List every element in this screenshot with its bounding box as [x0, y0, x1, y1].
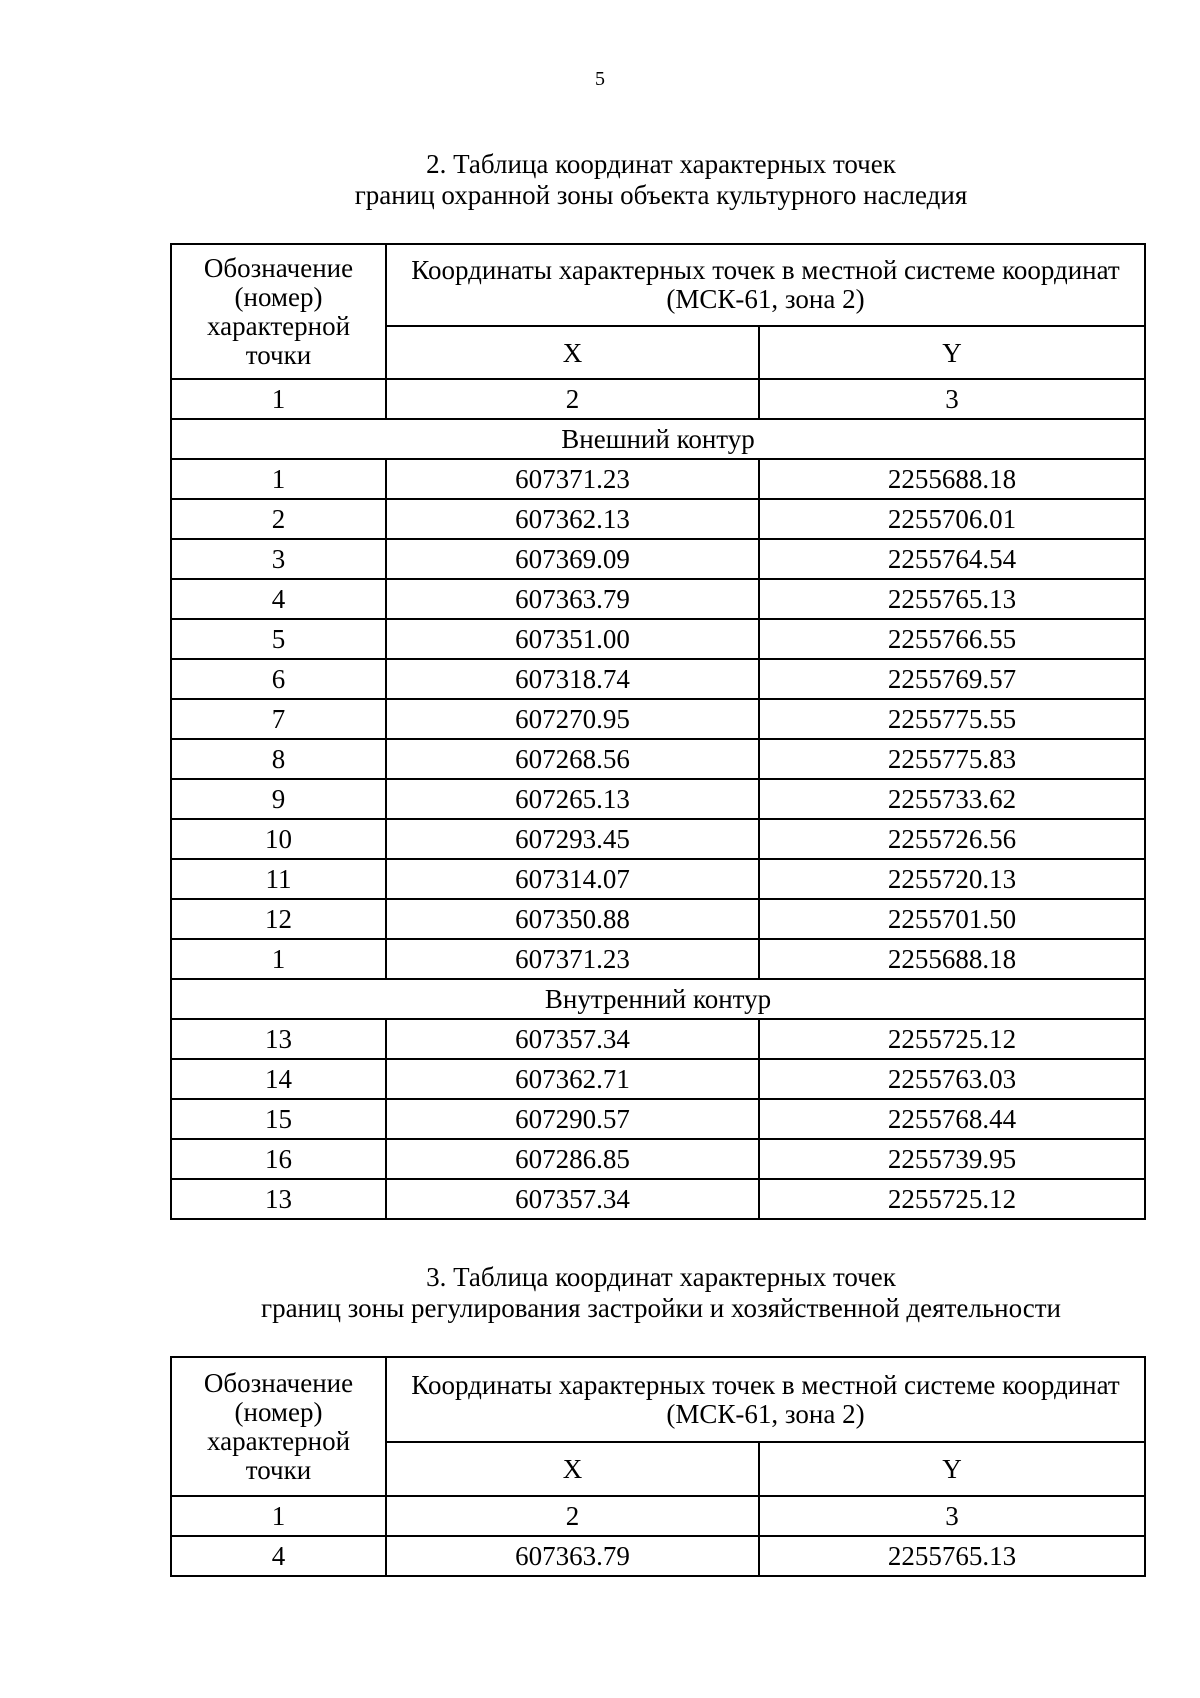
point-number-cell: 16	[171, 1139, 386, 1179]
point-number-cell: 2	[171, 499, 386, 539]
point-number-cell: 10	[171, 819, 386, 859]
column-number-3: 3	[759, 1496, 1145, 1536]
inner-contour-label: Внутренний контур	[171, 979, 1145, 1019]
y-coordinate-cell: 2255733.62	[759, 779, 1145, 819]
table-row	[171, 819, 1145, 859]
y-coordinate-cell: 2255706.01	[759, 499, 1145, 539]
y-coordinate-cell: 2255720.13	[759, 859, 1145, 899]
x-coordinate-cell: 607371.23	[386, 939, 759, 979]
y-coordinate-cell: 2255768.44	[759, 1099, 1145, 1139]
y-coordinate-cell: 2255775.55	[759, 699, 1145, 739]
point-number-cell: 13	[171, 1019, 386, 1059]
y-coordinate-cell: 2255725.12	[759, 1179, 1145, 1219]
y-coordinate-cell: 2255764.54	[759, 539, 1145, 579]
x-coordinate-cell: 607369.09	[386, 539, 759, 579]
header-designation: Обозначение (номер) характерной точки	[171, 244, 386, 379]
table-row	[171, 939, 1145, 979]
x-coordinate-cell: 607357.34	[386, 1179, 759, 1219]
table-row	[171, 1059, 1145, 1099]
column-number-1: 1	[171, 379, 386, 419]
point-number-cell: 8	[171, 739, 386, 779]
x-coordinate-cell: 607351.00	[386, 619, 759, 659]
point-number-cell: 3	[171, 539, 386, 579]
y-coordinate-cell: 2255688.18	[759, 459, 1145, 499]
section-2-title-line-2: границ охранной зоны объекта культурного наследия	[354, 180, 968, 210]
table-row	[171, 1536, 1145, 1576]
point-number-cell: 1	[171, 939, 386, 979]
point-number-cell: 11	[171, 859, 386, 899]
section-2-title-line-1: 2. Таблица координат характерных точек	[426, 149, 896, 179]
section-3-title-line-1: 3. Таблица координат характерных точек	[426, 1262, 896, 1292]
page-number: 5	[595, 68, 605, 90]
x-coordinate-cell: 607293.45	[386, 819, 759, 859]
y-coordinate-cell: 2255775.83	[759, 739, 1145, 779]
table-row	[171, 579, 1145, 619]
section-3-coordinates-table	[170, 1356, 1146, 1577]
x-coordinate-cell: 607371.23	[386, 459, 759, 499]
table-row	[171, 1099, 1145, 1139]
point-number-cell: 9	[171, 779, 386, 819]
point-number-cell: 13	[171, 1179, 386, 1219]
point-number-cell: 4	[171, 579, 386, 619]
x-coordinate-cell: 607314.07	[386, 859, 759, 899]
zone-rows	[171, 1536, 1145, 1576]
x-coordinate-cell: 607268.56	[386, 739, 759, 779]
x-coordinate-cell: 607286.85	[386, 1139, 759, 1179]
header-x: X	[386, 326, 759, 379]
table-row	[171, 739, 1145, 779]
y-coordinate-cell: 2255725.12	[759, 1019, 1145, 1059]
y-coordinate-cell: 2255763.03	[759, 1059, 1145, 1099]
x-coordinate-cell: 607362.71	[386, 1059, 759, 1099]
table-row	[171, 1019, 1145, 1059]
section-2-title	[0, 149, 1200, 211]
table-row	[171, 499, 1145, 539]
point-number-cell: 14	[171, 1059, 386, 1099]
y-coordinate-cell: 2255701.50	[759, 899, 1145, 939]
outer-contour-rows	[171, 459, 1145, 979]
header-y: Y	[759, 1442, 1145, 1496]
table-row	[171, 1139, 1145, 1179]
header-y: Y	[759, 326, 1145, 379]
header-coordinates-group: Координаты характерных точек в местной системе координат (МСК-61, зона 2)	[386, 1357, 1145, 1442]
x-coordinate-cell: 607290.57	[386, 1099, 759, 1139]
section-2-coordinates-table	[170, 243, 1146, 1220]
section-3-title	[0, 1262, 1200, 1324]
x-coordinate-cell: 607363.79	[386, 1536, 759, 1576]
point-number-cell: 6	[171, 659, 386, 699]
y-coordinate-cell: 2255739.95	[759, 1139, 1145, 1179]
table-row	[171, 899, 1145, 939]
column-number-1: 1	[171, 1496, 386, 1536]
header-x: X	[386, 1442, 759, 1496]
x-coordinate-cell: 607357.34	[386, 1019, 759, 1059]
y-coordinate-cell: 2255726.56	[759, 819, 1145, 859]
x-coordinate-cell: 607350.88	[386, 899, 759, 939]
table-row	[171, 1179, 1145, 1219]
table-row	[171, 779, 1145, 819]
table-row	[171, 619, 1145, 659]
column-number-2: 2	[386, 379, 759, 419]
outer-contour-label: Внешний контур	[171, 419, 1145, 459]
x-coordinate-cell: 607362.13	[386, 499, 759, 539]
point-number-cell: 5	[171, 619, 386, 659]
column-number-2: 2	[386, 1496, 759, 1536]
x-coordinate-cell: 607363.79	[386, 579, 759, 619]
point-number-cell: 7	[171, 699, 386, 739]
table-row	[171, 699, 1145, 739]
y-coordinate-cell: 2255769.57	[759, 659, 1145, 699]
x-coordinate-cell: 607270.95	[386, 699, 759, 739]
point-number-cell: 4	[171, 1536, 386, 1576]
point-number-cell: 12	[171, 899, 386, 939]
point-number-cell: 15	[171, 1099, 386, 1139]
x-coordinate-cell: 607265.13	[386, 779, 759, 819]
section-3-title-line-2: границ зоны регулирования застройки и хозяйственной деятельности	[261, 1293, 1061, 1323]
table-row	[171, 539, 1145, 579]
y-coordinate-cell: 2255765.13	[759, 1536, 1145, 1576]
header-coordinates-group: Координаты характерных точек в местной системе координат (МСК-61, зона 2)	[386, 244, 1145, 326]
y-coordinate-cell: 2255766.55	[759, 619, 1145, 659]
inner-contour-rows	[171, 1019, 1145, 1219]
y-coordinate-cell: 2255688.18	[759, 939, 1145, 979]
table-row	[171, 859, 1145, 899]
column-number-3: 3	[759, 379, 1145, 419]
x-coordinate-cell: 607318.74	[386, 659, 759, 699]
point-number-cell: 1	[171, 459, 386, 499]
header-designation: Обозначение (номер) характерной точки	[171, 1357, 386, 1496]
table-row	[171, 459, 1145, 499]
y-coordinate-cell: 2255765.13	[759, 579, 1145, 619]
table-row	[171, 659, 1145, 699]
